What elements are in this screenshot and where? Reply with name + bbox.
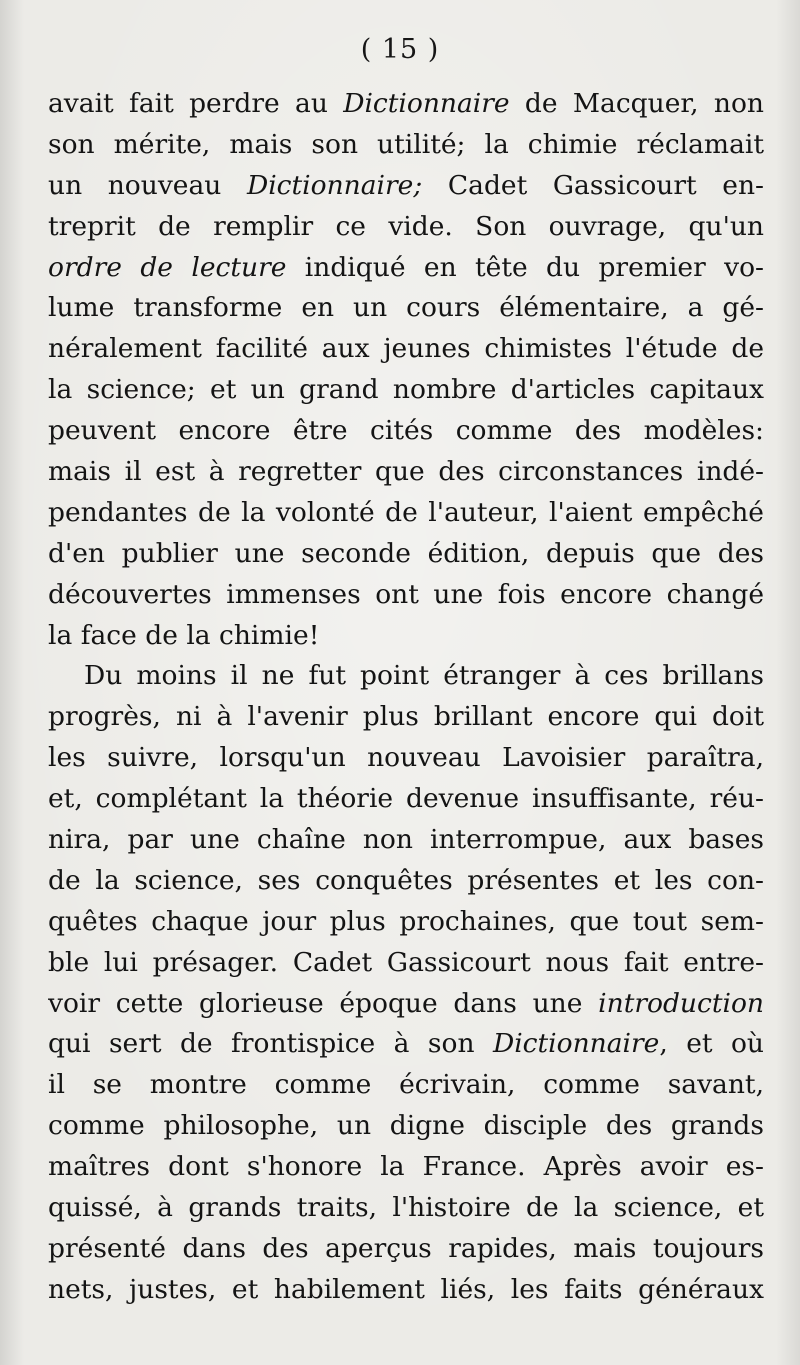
text-line (48, 861, 764, 902)
text-segment: nets, justes, et habilement liés, les faits généraux (48, 1273, 764, 1305)
body-text (48, 84, 764, 1311)
text-line (48, 329, 764, 370)
text-line (48, 656, 764, 697)
italic-text: introduction (598, 987, 764, 1019)
italic-text: Dictionnaire; (246, 169, 423, 201)
text-segment: la science; et un grand nombre d'articles capitaux (48, 374, 764, 406)
text-line (48, 166, 764, 207)
text-line (48, 207, 764, 248)
text-line (48, 943, 764, 984)
text-line (48, 1106, 764, 1147)
text-segment: un nouveau (48, 169, 247, 201)
page-number: ( 15 ) (360, 34, 440, 65)
text-segment: découvertes immenses ont une fois encore changé (48, 578, 764, 610)
text-segment: néralement facilité aux jeunes chimistes l'étude de (48, 333, 764, 365)
text-line (48, 1065, 764, 1106)
text-line (48, 125, 764, 166)
text-segment: Cadet Gassicourt en- (422, 169, 764, 201)
text-segment: la face de la chimie! (48, 619, 320, 651)
text-line (48, 697, 764, 738)
text-segment: treprit de remplir ce vide. Son ouvrage, qu'un (48, 210, 764, 242)
text-segment: quissé, à grands traits, l'histoire de la science, et (48, 1192, 764, 1224)
text-line (48, 820, 764, 861)
text-line (48, 1147, 764, 1188)
text-line (48, 1270, 764, 1311)
text-segment: pendantes de la volonté de l'auteur, l'aient empêché (48, 496, 764, 528)
text-segment: lume transforme en un cours élémentaire, a gé- (48, 292, 764, 324)
text-line (48, 1188, 764, 1229)
text-line (48, 1024, 764, 1065)
text-segment: d'en publier une seconde édition, depuis que des (48, 537, 764, 569)
italic-text: Dictionnaire (492, 1028, 660, 1060)
text-segment: les suivre, lorsqu'un nouveau Lavoisier paraîtra, (48, 742, 764, 774)
text-segment: Du moins il ne fut point étranger à ces brillans (84, 660, 764, 692)
text-line (48, 738, 764, 779)
text-segment: présenté dans des aperçus rapides, mais toujours (48, 1232, 764, 1264)
text-line (48, 534, 764, 575)
text-segment: indiqué en tête du premier vo- (286, 251, 764, 283)
text-segment: son mérite, mais son utilité; la chimie réclamait (48, 128, 764, 160)
text-line (48, 411, 764, 452)
text-line (48, 288, 764, 329)
text-segment: maîtres dont s'honore la France. Après avoir es- (48, 1151, 764, 1183)
text-line (48, 779, 764, 820)
text-segment: , et où (659, 1028, 764, 1060)
text-segment: de la science, ses conquêtes présentes et les con- (48, 864, 764, 896)
italic-text: ordre de lecture (48, 251, 287, 283)
text-line (48, 84, 764, 125)
text-line (48, 370, 764, 411)
italic-text: Dictionnaire (343, 88, 510, 119)
text-segment: avait fait perdre au (48, 88, 344, 119)
text-line (48, 1229, 764, 1270)
text-segment: ble lui présager. Cadet Gassicourt nous fait entre- (48, 946, 764, 978)
text-segment: nira, par une chaîne non interrompue, aux bases (48, 824, 764, 856)
text-line (48, 902, 764, 943)
text-line (48, 575, 764, 616)
text-segment: comme philosophe, un digne disciple des grands (48, 1110, 764, 1142)
text-segment: progrès, ni à l'avenir plus brillant encore qui doit (48, 701, 764, 733)
text-line (48, 493, 764, 534)
text-line (48, 452, 764, 493)
text-segment: quêtes chaque jour plus prochaines, que tout sem- (48, 905, 764, 937)
text-segment: voir cette glorieuse époque dans une (48, 987, 599, 1019)
text-segment: il se montre comme écrivain, comme savant, (48, 1069, 764, 1101)
text-segment: qui sert de frontispice à son (48, 1028, 493, 1060)
text-segment: peuvent encore être cités comme des modèles: (48, 415, 764, 447)
text-line (48, 248, 764, 289)
text-segment: de Macquer, non (509, 88, 764, 119)
text-line (48, 616, 764, 657)
text-segment: mais il est à regretter que des circonstances indé- (48, 456, 764, 488)
text-line (48, 984, 764, 1025)
text-segment: et, complétant la théorie devenue insuffisante, réu- (48, 783, 764, 815)
